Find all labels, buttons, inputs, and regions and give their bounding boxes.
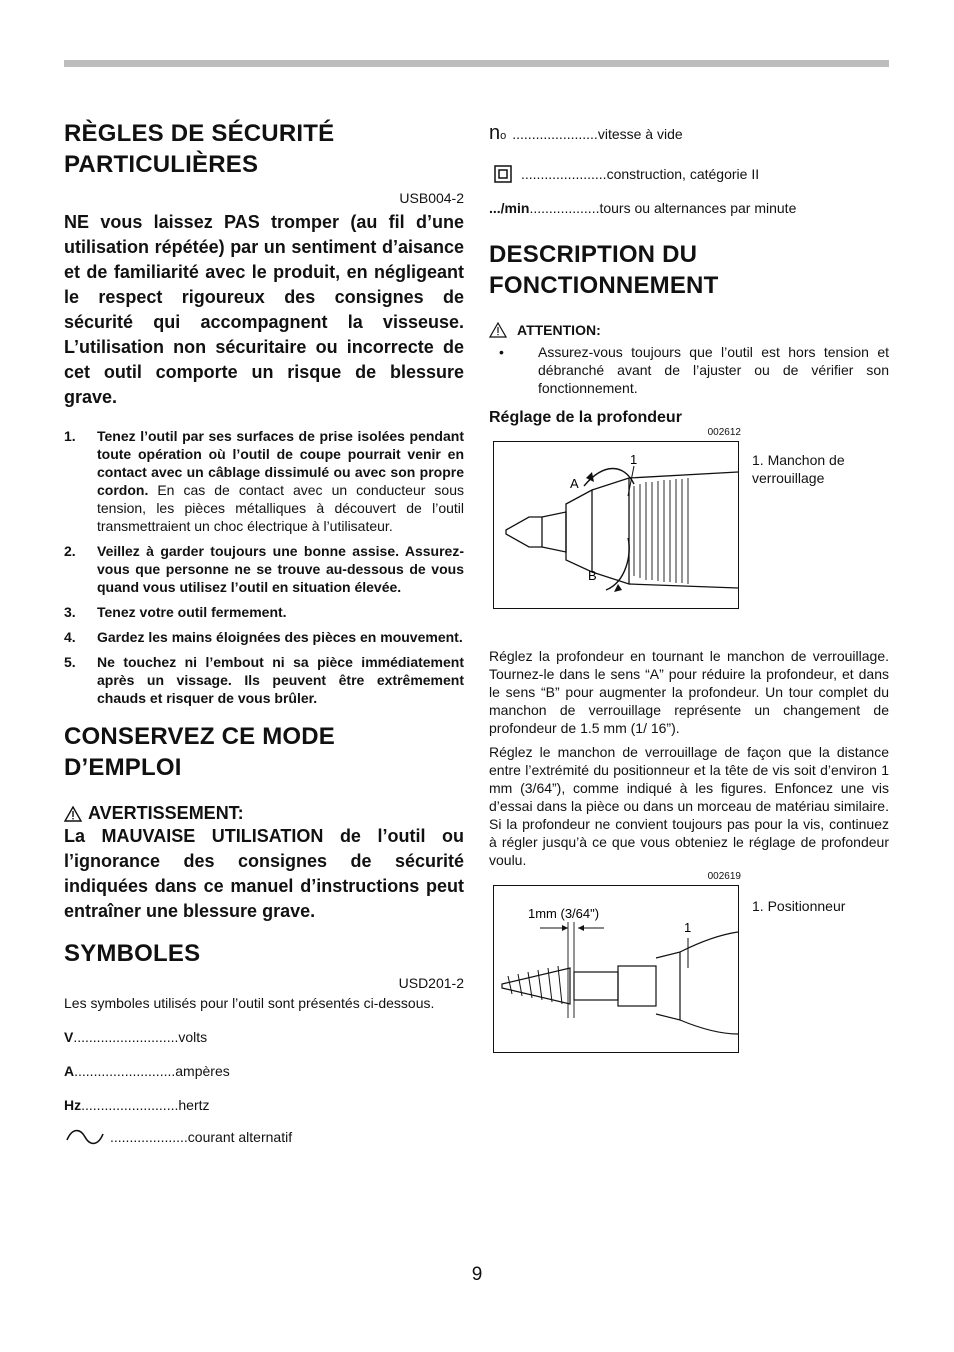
top-rule: [64, 60, 889, 67]
list-item: 5. Ne touchez ni l’embout ni sa pièce immédiatement après un vissage. Ils peuvent être extrêmement chauds et risquer de vous brûler.: [64, 654, 464, 706]
keep-manual-heading: CONSERVEZ CE MODE D’EMPLOI: [64, 723, 335, 781]
page-number: 9: [471, 1264, 483, 1285]
list-item: 1. Tenez l’outil par ses surfaces de prise isolées pendant toute opération où l’outil de coupe pourrait venir en contact avec un câblage dissimulé ou avec son propre cordon. En cas de contact avec un conducteur sous tension, les pièces métalliques à découvert de l’outil transmettraient un choc électrique à l’utilisateur.: [64, 428, 464, 534]
double-insulation-icon: [489, 165, 513, 183]
figure-code: 002612: [707, 427, 741, 438]
symbol-ac: .................... courant alternatif: [64, 1126, 464, 1148]
doc-code-usd: USD201-2: [398, 975, 464, 991]
symbol-hertz: Hz ......................... hertz: [64, 1097, 210, 1113]
figure-1-callout: 1. Manchon de verrouillage: [752, 452, 845, 486]
alternating-current-icon: [64, 1126, 106, 1148]
symbol-class-ii: ...................... construction, catégorie II: [489, 165, 889, 183]
symbol-amperes: A .......................... ampères: [64, 1063, 230, 1079]
warning-text: La MAUVAISE UTILISATION de l’outil ou l’ignorance des consignes de sécurité indiquées dans ce manuel d’instructions peut entraîner une blessure grave.: [64, 826, 464, 921]
figure-2-callout: 1. Positionneur: [752, 898, 846, 914]
figure-frame: [493, 441, 739, 609]
callout-1: 1: [684, 920, 692, 935]
list-item: 2. Veillez à garder toujours une bonne assise. Assurez-vous que personne ne se trouve au-dessous de vous quand vous utilisez l’outil en situation élevée.: [64, 543, 464, 595]
figure-code: 002619: [707, 871, 741, 882]
warning-triangle-icon: [489, 322, 507, 338]
safety-rules-heading: RÈGLES DE SÉCURITÉ PARTICULIÈRES: [64, 120, 335, 178]
direction-b-label: B: [588, 568, 597, 583]
figure-1: [489, 427, 889, 615]
depth-adjustment-subheading: Réglage de la profondeur: [489, 409, 682, 426]
symbols-heading: SYMBOLES: [64, 940, 201, 967]
list-item: 3. Tenez votre outil fermement.: [64, 604, 287, 620]
symbol-no-load-speed: n o ...................... vitesse à vide: [489, 122, 683, 144]
attention-heading: ATTENTION:: [489, 321, 889, 339]
warning-triangle-icon: [64, 806, 82, 822]
safety-lead-text: NE vous laissez PAS tromper (au fil d’une utilisation répétée) par un sentiment d’aisance et de familiarité avec le produit, en négligeant le respect rigoureux des consignes de sécurité qui accompagnent la visseuse. L’utilisation non sécuritaire ou incorrecte de cet outil comporte un risque de blessure grave.: [64, 212, 464, 407]
left-column: [64, 118, 464, 1148]
safety-list: [64, 427, 464, 707]
dimension-label: 1mm (3/64"): [528, 906, 600, 921]
depth-paragraph-2: Réglez le manchon de verrouillage de façon que la distance entre l’extrémité du positionneur et la tête de vis soit d’environ 1 mm (3/64”), comme indiqué à les figures. Enfoncez une vis d’essai dans la pièce ou dans un morceau de matériau similaire. Si la profondeur ne convient toujours pas pour la vis, continuez à régler jusqu’à ce que vous obteniez le réglage de profondeur voulu.: [489, 744, 889, 868]
doc-code-usb: USB004-2: [399, 190, 464, 206]
screwdriver-sleeve-illustration: [494, 442, 738, 608]
function-description-heading: DESCRIPTION DU FONCTIONNEMENT: [489, 241, 719, 299]
warning-heading: AVERTISSEMENT:: [64, 803, 464, 824]
figure-frame: [493, 885, 739, 1053]
figure-2: [489, 869, 889, 1059]
list-item: 4. Gardez les mains éloignées des pièces en mouvement.: [64, 629, 463, 645]
positioner-illustration: [494, 886, 738, 1052]
callout-1: 1: [630, 452, 638, 467]
attention-bullet: • Assurez-vous toujours que l’outil est hors tension et débranché avant de l’ajuster ou de vérifier son fonctionnement.: [499, 344, 889, 396]
depth-paragraph-1: Réglez la profondeur en tournant le manchon de verrouillage. Tournez-le dans le sens “A” pour réduire la profondeur, et dans le sens “B” pour augmenter la profondeur. Un tour complet du manchon de verrouillage représente un changement de profondeur de 1.5 mm (1/ 16”).: [489, 648, 889, 736]
symbol-per-minute: .../min .................. tours ou alternances par minute: [489, 200, 797, 216]
right-column: [489, 118, 889, 1059]
symbols-intro: Les symboles utilisés pour l’outil sont présentés ci-dessous.: [64, 995, 435, 1011]
direction-a-label: A: [570, 476, 579, 491]
symbol-volts: V ........................... volts: [64, 1029, 208, 1045]
